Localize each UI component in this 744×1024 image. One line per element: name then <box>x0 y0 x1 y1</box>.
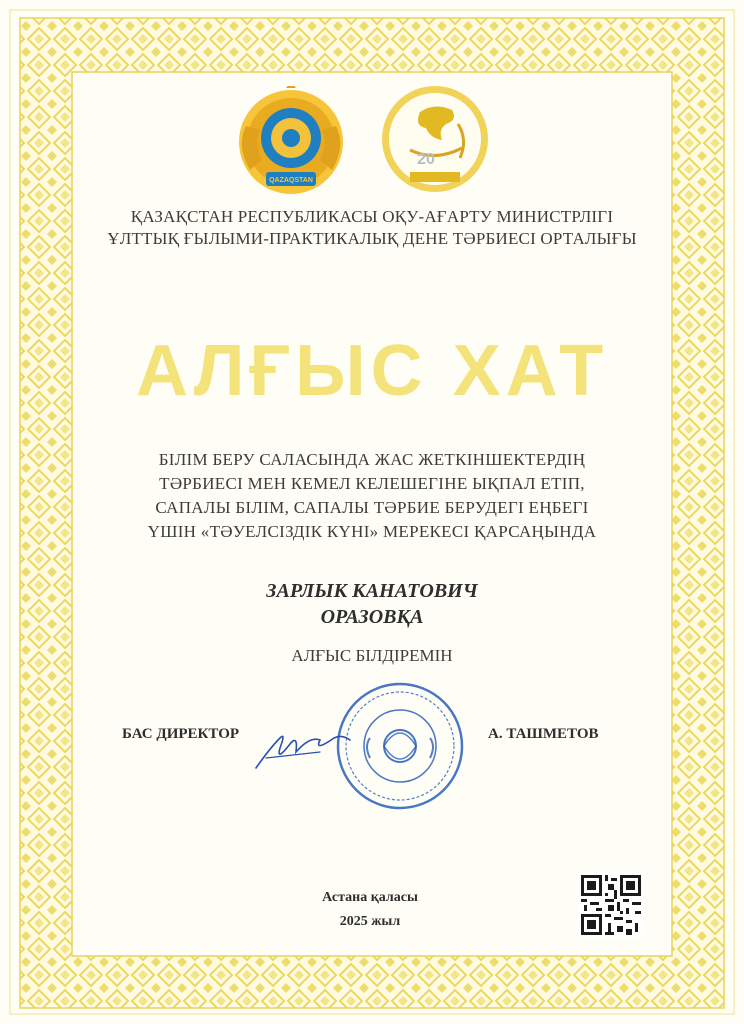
signature-role: БАС ДИРЕКТОР <box>122 726 240 742</box>
center-logo-icon <box>380 84 490 194</box>
body-line: ТӘРБИЕСІ МЕН КЕМЕЛ КЕЛЕШЕГІНЕ ЫҚПАЛ ЕТІП, <box>159 474 585 493</box>
page-title: АЛҒЫС ХАТ <box>135 331 609 411</box>
footer-city: Астана қаласы <box>322 890 418 905</box>
center-logo-number: 20 <box>417 151 435 168</box>
recipient-name-line2: ОРАЗОВҚА <box>320 606 424 628</box>
recipient-name-line1: ЗАРЛЫК КАНАТОВИЧ <box>266 580 478 602</box>
ministry-name: ҚАЗАҚСТАН РЕСПУБЛИКАСЫ ОҚУ-АҒАРТУ МИНИСТРЛІГІ <box>130 207 614 226</box>
thanks-text: АЛҒЫС БІЛДІРЕМІН <box>291 646 453 665</box>
body-line: САПАЛЫ БІЛІМ, САПАЛЫ ТӘРБИЕ БЕРУДЕГІ ЕҢБЕГІ <box>155 498 589 517</box>
signature-name: А. ТАШМЕТОВ <box>488 726 599 742</box>
body-line: ҮШІН «ТӘУЕЛСІЗДІК КҮНІ» МЕРЕКЕСІ ҚАРСАҢЫНДА <box>147 522 597 541</box>
state-emblem-text: QAZAQSTAN <box>269 177 313 184</box>
qr-code-icon[interactable] <box>578 872 644 938</box>
footer-year: 2025 жыл <box>339 914 401 929</box>
state-emblem-icon <box>232 86 350 198</box>
body-line: БІЛІМ БЕРУ САЛАСЫНДА ЖАС ЖЕТКІНШЕКТЕРДІҢ <box>158 450 586 469</box>
center-name: ҰЛТТЫҚ ҒЫЛЫМИ-ПРАКТИКАЛЫҚ ДЕНЕ ТӘРБИЕСІ ОРТАЛЫҒЫ <box>107 229 637 248</box>
handwritten-signature-icon <box>250 718 360 778</box>
